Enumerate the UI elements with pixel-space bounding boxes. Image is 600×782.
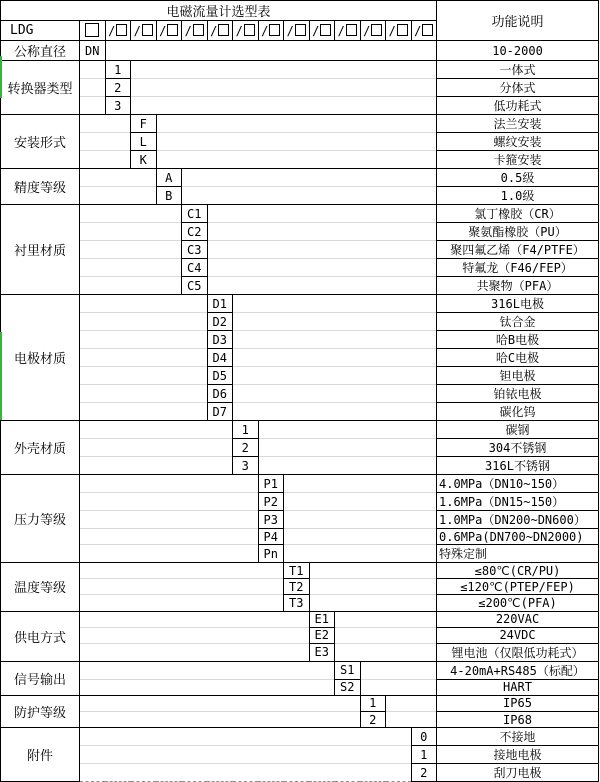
slash-separator: / — [235, 23, 243, 38]
empty-cell — [80, 133, 131, 151]
desc-cell: 铂铱电极 — [437, 385, 599, 403]
desc-cell: 卡箍安装 — [437, 151, 599, 169]
code-box: 2 — [105, 79, 131, 97]
empty-box-icon — [85, 23, 99, 37]
row-label: 压力等级 — [1, 475, 80, 563]
row-label: 精度等级 — [1, 169, 80, 205]
desc-cell: 聚四氟乙烯（F4/PTFE） — [437, 241, 599, 259]
empty-cell — [258, 421, 437, 439]
desc-cell: 钛合金 — [437, 313, 599, 331]
empty-cell — [80, 661, 335, 679]
empty-cell — [360, 661, 437, 679]
desc-cell: ≤120℃(PTEP/FEP) — [437, 579, 599, 595]
empty-cell — [80, 611, 310, 627]
code-box: D7 — [207, 403, 233, 421]
page-title: 电磁流量计选型表 — [1, 1, 437, 21]
code-box: 1 — [105, 61, 131, 79]
empty-cell — [80, 695, 361, 711]
empty-box-icon — [218, 24, 229, 36]
empty-cell — [80, 679, 335, 695]
empty-cell — [80, 313, 208, 331]
code-box: C4 — [182, 259, 208, 277]
empty-box-icon — [320, 24, 331, 36]
empty-cell — [233, 313, 437, 331]
code-box: 1 — [360, 695, 386, 711]
code-box: K — [131, 151, 157, 169]
code-box: S2 — [335, 679, 361, 695]
row-label: 外壳材质 — [1, 421, 80, 475]
empty-cell — [80, 627, 310, 643]
desc-cell: 304不锈钢 — [437, 439, 599, 457]
desc-cell: 不接地 — [437, 728, 599, 746]
empty-cell — [233, 331, 437, 349]
empty-cell — [80, 421, 233, 439]
empty-cell — [80, 205, 182, 223]
desc-cell: IP68 — [437, 712, 599, 728]
row-label: 公称直径 — [1, 41, 80, 61]
empty-cell — [80, 545, 259, 563]
row-label: 转换器类型 — [1, 61, 80, 115]
model-code-cell — [131, 21, 157, 41]
desc-cell: 一体式 — [437, 61, 599, 79]
desc-cell: 4.0MPa（DN10~150） — [437, 475, 599, 493]
empty-cell — [80, 712, 361, 728]
empty-cell — [80, 97, 106, 115]
empty-cell — [80, 277, 182, 295]
code-box: P2 — [258, 493, 284, 511]
slash-separator: / — [363, 23, 371, 38]
empty-cell — [131, 79, 437, 97]
desc-cell: 碳钢 — [437, 421, 599, 439]
desc-cell: 碳化钨 — [437, 403, 599, 421]
code-box: 1 — [411, 746, 437, 764]
desc-cell: 1.0级 — [437, 187, 599, 205]
code-box: D5 — [207, 367, 233, 385]
empty-cell — [80, 61, 106, 79]
empty-cell — [131, 61, 437, 79]
empty-box-icon — [116, 24, 127, 36]
empty-cell — [80, 241, 182, 259]
row-label: 附件 — [1, 728, 80, 782]
desc-cell: 10-2000 — [437, 41, 599, 61]
desc-cell: 共聚物（PFA） — [437, 277, 599, 295]
empty-cell — [207, 259, 437, 277]
empty-box-icon — [193, 24, 204, 36]
model-code-cell — [284, 21, 310, 41]
empty-cell — [80, 331, 208, 349]
code-box: P3 — [258, 511, 284, 529]
empty-cell — [80, 259, 182, 277]
empty-cell — [156, 133, 437, 151]
desc-cell: 4-20mA+RS485（标配） — [437, 661, 599, 679]
empty-box-icon — [397, 24, 408, 36]
empty-cell — [131, 97, 437, 115]
desc-cell: 1.0MPa（DN200~DN600） — [437, 511, 599, 529]
model-code-cell — [105, 21, 131, 41]
code-box: 0 — [411, 728, 437, 746]
desc-cell: 锂电池（仅限低功耗式） — [437, 643, 599, 661]
empty-cell — [284, 529, 437, 545]
empty-cell — [80, 493, 259, 511]
desc-cell: 24VDC — [437, 627, 599, 643]
slash-separator: / — [159, 23, 167, 38]
empty-cell — [207, 205, 437, 223]
desc-cell: 特殊定制 — [437, 545, 599, 563]
empty-cell — [80, 643, 310, 661]
row-label: 电极材质 — [1, 295, 80, 421]
empty-cell — [156, 151, 437, 169]
code-box: C1 — [182, 205, 208, 223]
desc-cell: 316L不锈钢 — [437, 457, 599, 475]
empty-cell — [284, 511, 437, 529]
desc-cell: 氯丁橡胶（CR） — [437, 205, 599, 223]
model-code-cell — [156, 21, 182, 41]
empty-cell — [105, 41, 437, 61]
code-box: T3 — [284, 595, 310, 611]
model-code-cell — [335, 21, 361, 41]
code-box: A — [156, 169, 182, 187]
empty-cell — [207, 241, 437, 259]
model-code-cell — [80, 21, 106, 41]
empty-box-icon — [167, 24, 178, 36]
desc-cell: ≤80℃(CR/PU) — [437, 563, 599, 579]
empty-cell — [80, 764, 412, 782]
desc-cell: 法兰安装 — [437, 115, 599, 133]
empty-cell — [258, 439, 437, 457]
empty-cell — [360, 679, 437, 695]
empty-cell — [309, 563, 437, 579]
model-code-cell — [411, 21, 437, 41]
code-box: D2 — [207, 313, 233, 331]
code-box: E3 — [309, 643, 335, 661]
row-label: 供电方式 — [1, 611, 80, 661]
empty-cell — [80, 151, 131, 169]
empty-cell — [80, 349, 208, 367]
empty-box-icon — [295, 24, 306, 36]
empty-cell — [80, 367, 208, 385]
desc-cell: 螺纹安装 — [437, 133, 599, 151]
empty-cell — [80, 223, 182, 241]
code-box: DN — [80, 41, 106, 61]
empty-cell — [309, 595, 437, 611]
desc-cell: 特氟龙（F46/FEP） — [437, 259, 599, 277]
code-box: T2 — [284, 579, 310, 595]
code-box: D1 — [207, 295, 233, 313]
empty-cell — [284, 545, 437, 563]
empty-cell — [80, 115, 131, 133]
slash-separator: / — [286, 23, 294, 38]
empty-cell — [284, 475, 437, 493]
empty-box-icon — [269, 24, 280, 36]
desc-cell: 接地电极 — [437, 746, 599, 764]
slash-separator: / — [261, 23, 269, 38]
empty-cell — [80, 579, 284, 595]
desc-cell: 220VAC — [437, 611, 599, 627]
function-column-header: 功能说明 — [437, 1, 599, 41]
code-box: C3 — [182, 241, 208, 259]
empty-cell — [182, 169, 437, 187]
code-box: D3 — [207, 331, 233, 349]
code-box: P1 — [258, 475, 284, 493]
empty-box-icon — [371, 24, 382, 36]
desc-cell: 分体式 — [437, 79, 599, 97]
code-box: 2 — [233, 439, 259, 457]
empty-cell — [386, 695, 437, 711]
empty-cell — [80, 563, 284, 579]
row-label: 温度等级 — [1, 563, 80, 611]
empty-cell — [335, 643, 437, 661]
empty-cell — [284, 493, 437, 511]
empty-cell — [80, 595, 284, 611]
empty-cell — [80, 79, 106, 97]
empty-cell — [80, 529, 259, 545]
desc-cell: 0.6MPa(DN700~DN2000) — [437, 529, 599, 545]
slash-separator: / — [210, 23, 218, 38]
desc-cell: ≤200℃(PFA) — [437, 595, 599, 611]
desc-cell: 钽电极 — [437, 367, 599, 385]
empty-cell — [80, 457, 233, 475]
desc-cell: 1.6MPa（DN15~150） — [437, 493, 599, 511]
code-box: D4 — [207, 349, 233, 367]
desc-cell: 低功耗式 — [437, 97, 599, 115]
code-box: P4 — [258, 529, 284, 545]
code-box: D6 — [207, 385, 233, 403]
row-label: 衬里材质 — [1, 205, 80, 295]
empty-cell — [80, 403, 208, 421]
slash-separator: / — [388, 23, 396, 38]
code-box: 3 — [233, 457, 259, 475]
code-box: S1 — [335, 661, 361, 679]
slash-separator: / — [337, 23, 345, 38]
desc-cell: 哈B电极 — [437, 331, 599, 349]
model-code-cell — [207, 21, 233, 41]
empty-cell — [80, 295, 208, 313]
desc-cell: 0.5级 — [437, 169, 599, 187]
empty-cell — [80, 169, 157, 187]
empty-cell — [233, 403, 437, 421]
code-box: T1 — [284, 563, 310, 579]
slash-separator: / — [312, 23, 320, 38]
code-box: E2 — [309, 627, 335, 643]
model-code-cell — [309, 21, 335, 41]
code-box: Pn — [258, 545, 284, 563]
code-box: F — [131, 115, 157, 133]
row-label: 防护等级 — [1, 695, 80, 727]
empty-cell — [386, 712, 437, 728]
empty-box-icon — [244, 24, 255, 36]
empty-cell — [80, 746, 412, 764]
code-box: 1 — [233, 421, 259, 439]
row-label: 信号输出 — [1, 661, 80, 695]
empty-cell — [233, 385, 437, 403]
empty-cell — [335, 611, 437, 627]
code-box: B — [156, 187, 182, 205]
code-box: E1 — [309, 611, 335, 627]
code-box: 2 — [360, 712, 386, 728]
code-box: L — [131, 133, 157, 151]
empty-box-icon — [346, 24, 357, 36]
empty-box-icon — [422, 24, 433, 36]
code-box: 3 — [105, 97, 131, 115]
empty-box-icon — [142, 24, 153, 36]
slash-separator: / — [414, 23, 422, 38]
model-code-cell — [386, 21, 412, 41]
desc-cell: 刮刀电极 — [437, 764, 599, 782]
empty-cell — [80, 475, 259, 493]
empty-cell — [233, 367, 437, 385]
model-code-cell — [233, 21, 259, 41]
model-code-cell — [258, 21, 284, 41]
model-code-cell — [360, 21, 386, 41]
empty-cell — [156, 115, 437, 133]
slash-separator: / — [184, 23, 192, 38]
code-box: 2 — [411, 764, 437, 782]
code-box: C5 — [182, 277, 208, 295]
empty-cell — [80, 728, 412, 746]
empty-cell — [80, 385, 208, 403]
slash-separator: / — [133, 23, 141, 38]
desc-cell: HART — [437, 679, 599, 695]
model-code-cell — [182, 21, 208, 41]
empty-cell — [207, 277, 437, 295]
desc-cell: 316L电极 — [437, 295, 599, 313]
empty-cell — [80, 439, 233, 457]
empty-cell — [233, 349, 437, 367]
desc-cell: 聚氨酯橡胶（PU） — [437, 223, 599, 241]
empty-cell — [258, 457, 437, 475]
empty-cell — [207, 223, 437, 241]
empty-cell — [80, 187, 157, 205]
empty-cell — [309, 579, 437, 595]
desc-cell: 哈C电极 — [437, 349, 599, 367]
row-label: 安装形式 — [1, 115, 80, 169]
empty-cell — [335, 627, 437, 643]
empty-cell — [80, 511, 259, 529]
slash-separator: / — [108, 23, 116, 38]
code-box: C2 — [182, 223, 208, 241]
empty-cell — [233, 295, 437, 313]
model-prefix: LDG — [1, 21, 80, 41]
empty-cell — [182, 187, 437, 205]
desc-cell: IP65 — [437, 695, 599, 711]
